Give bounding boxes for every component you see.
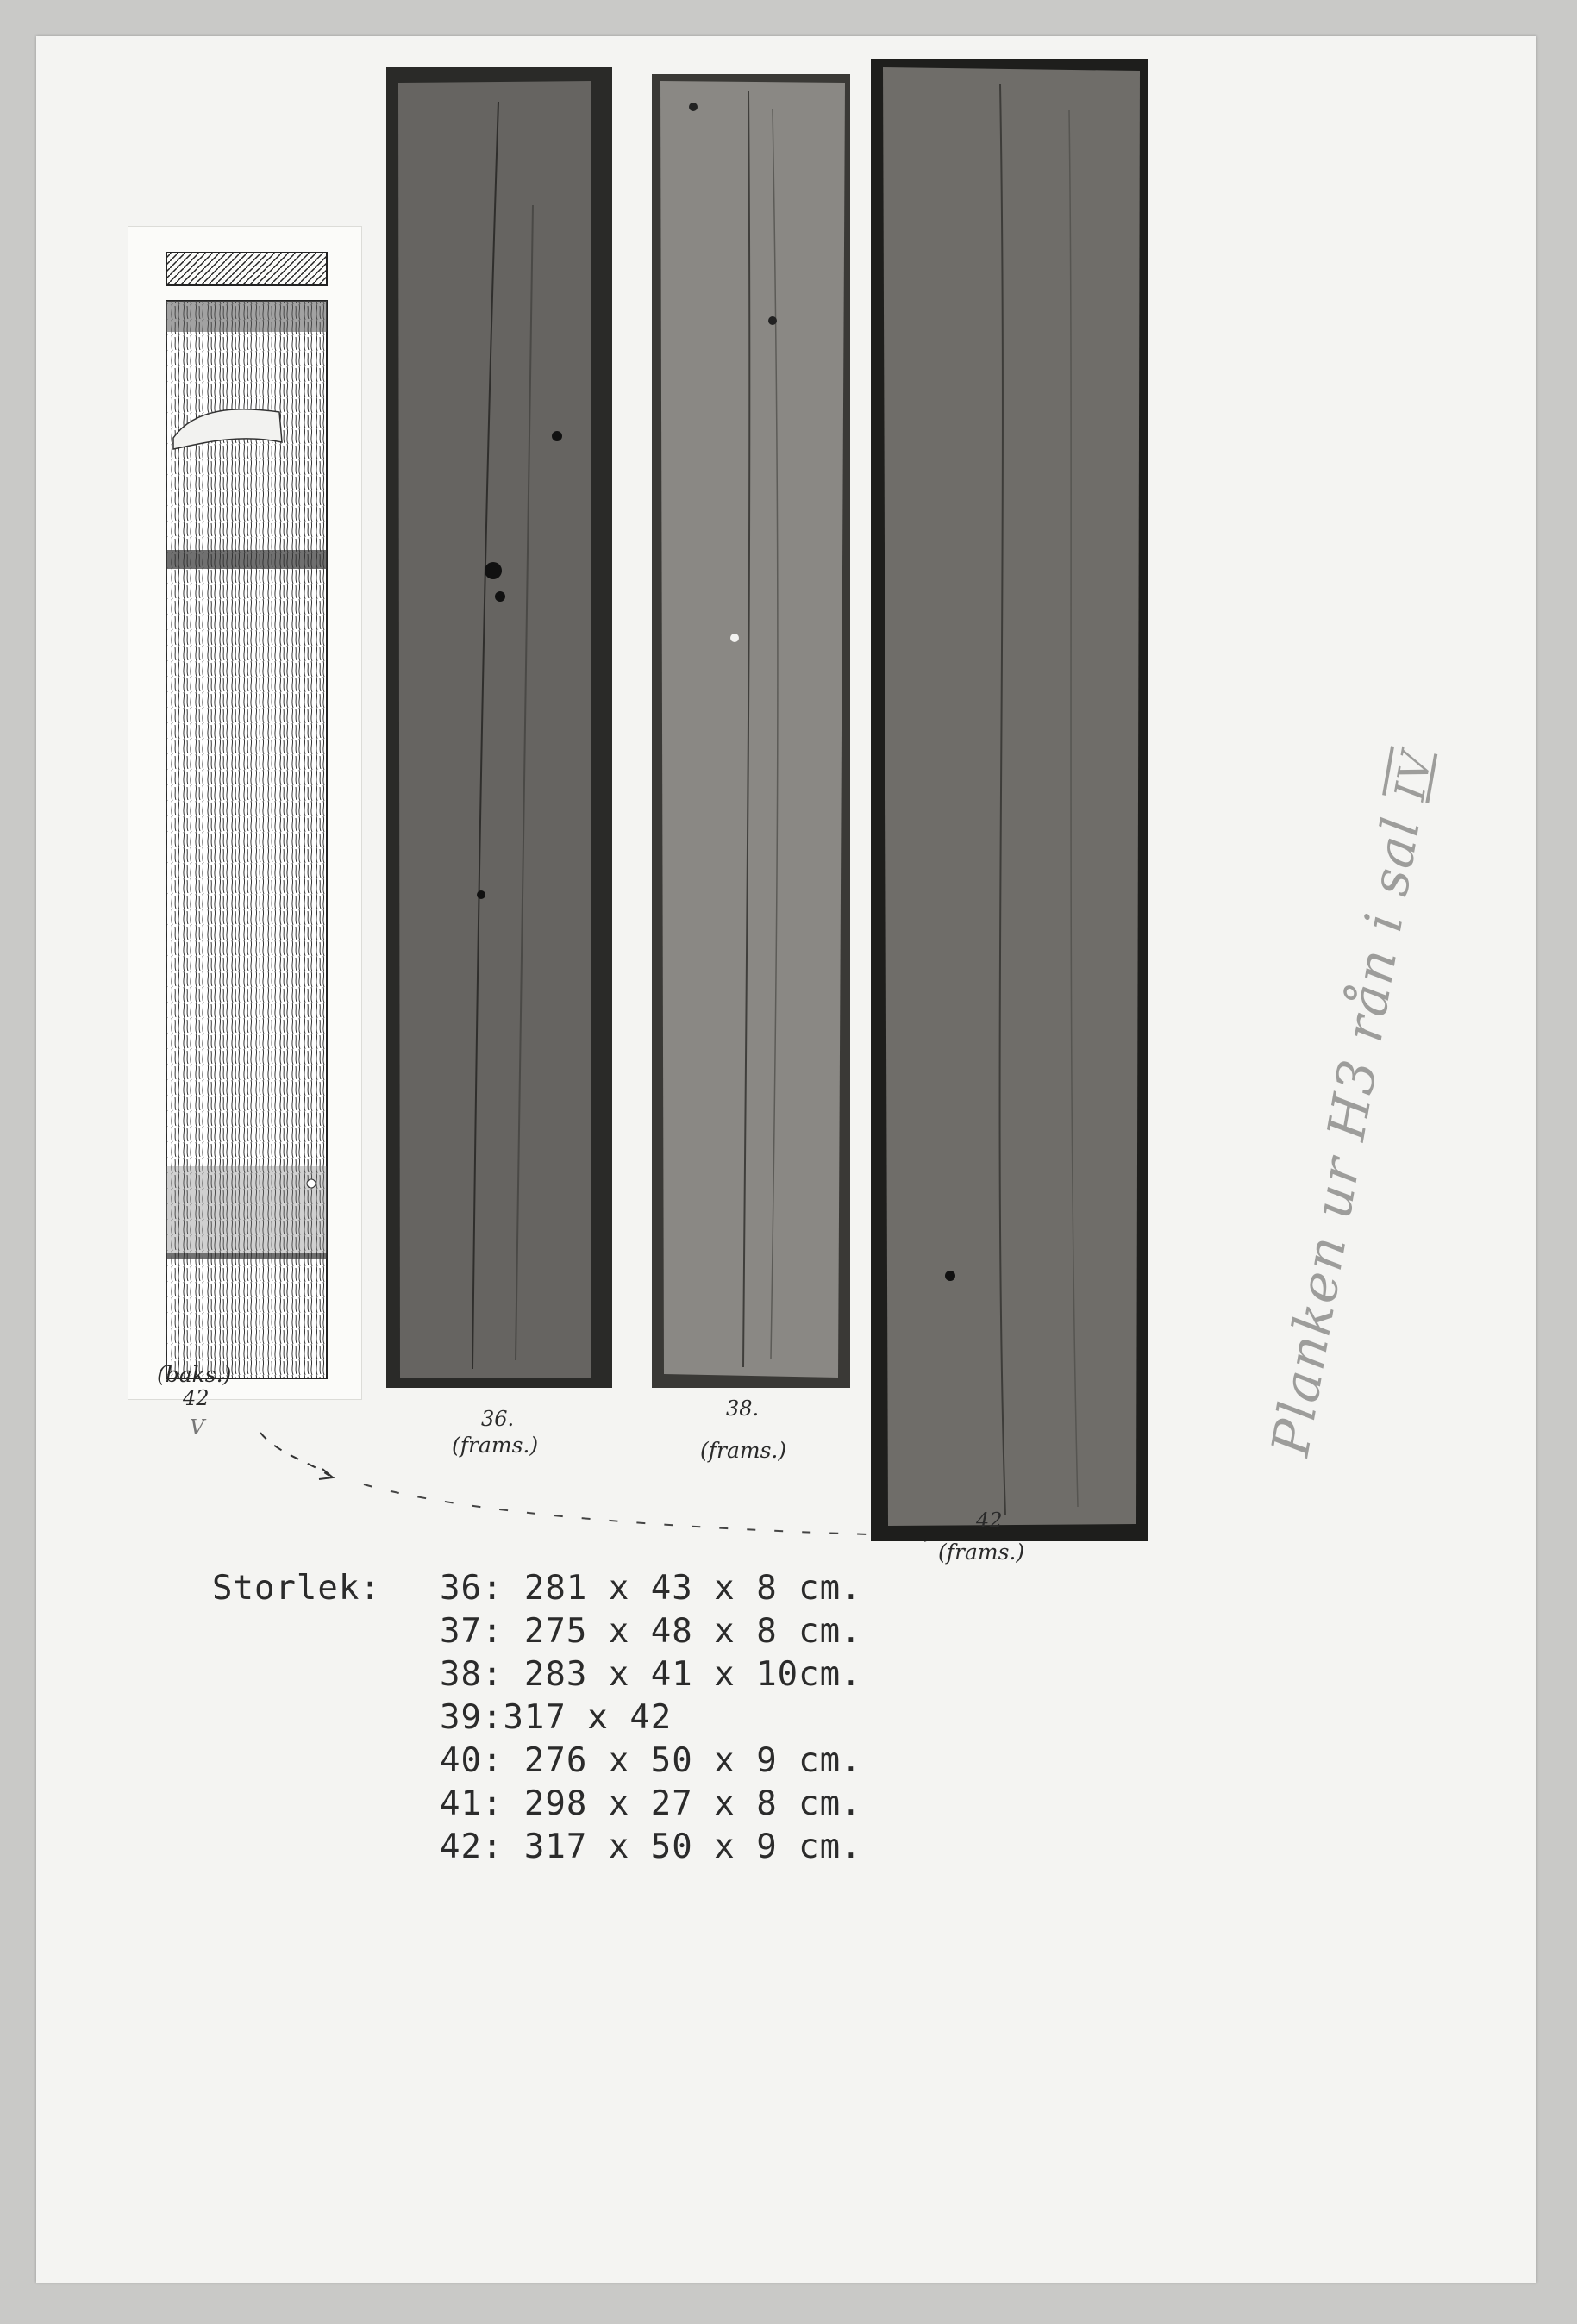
- drawing-side-caption: (baks.): [157, 1362, 232, 1387]
- size-value: 36: 281 x 43 x 8 cm.: [440, 1569, 862, 1608]
- margin-note-numeral: IV: [1386, 747, 1442, 804]
- mounting-sheet: [36, 36, 1536, 2283]
- size-row: [212, 1610, 862, 1653]
- size-value: 37: 275 x 48 x 8 cm.: [440, 1612, 862, 1651]
- plank-42-side: (frams.): [938, 1540, 1025, 1565]
- plank-drawing-illustration: [128, 227, 361, 1399]
- size-value: 42: 317 x 50 x 9 cm.: [440, 1827, 862, 1866]
- size-row: [212, 1653, 862, 1696]
- size-row: [212, 1696, 862, 1740]
- size-value: 40: 276 x 50 x 9 cm.: [440, 1741, 862, 1780]
- size-label: Storlek:: [212, 1569, 381, 1608]
- size-value: 41: 298 x 27 x 8 cm.: [440, 1784, 862, 1823]
- drawing-check-mark: V: [190, 1415, 205, 1440]
- size-list: [212, 1567, 862, 1869]
- plank-36-side: (frams.): [452, 1433, 539, 1458]
- margin-note: [1261, 745, 1444, 1460]
- size-row: [212, 1740, 862, 1783]
- plank-photo-36: [386, 67, 612, 1388]
- plank-photo-38: [652, 74, 850, 1388]
- plank-38-number: 38.: [726, 1396, 760, 1421]
- margin-note-text: Planken ur H3 rån i sal: [1261, 811, 1433, 1461]
- size-row: [212, 1826, 862, 1869]
- plank-drawing: [128, 226, 362, 1400]
- size-value: 39:317 x 42: [440, 1698, 673, 1737]
- plank-38-side: (frams.): [700, 1438, 787, 1463]
- plank-36-number: 36.: [481, 1407, 515, 1431]
- size-row: [212, 1783, 862, 1826]
- plank-photo-42: [871, 59, 1148, 1541]
- plank-42-number: 42: [976, 1509, 1003, 1533]
- size-row: [212, 1567, 862, 1610]
- size-value: 38: 283 x 41 x 10cm.: [440, 1655, 862, 1694]
- drawing-number: 42: [183, 1386, 210, 1410]
